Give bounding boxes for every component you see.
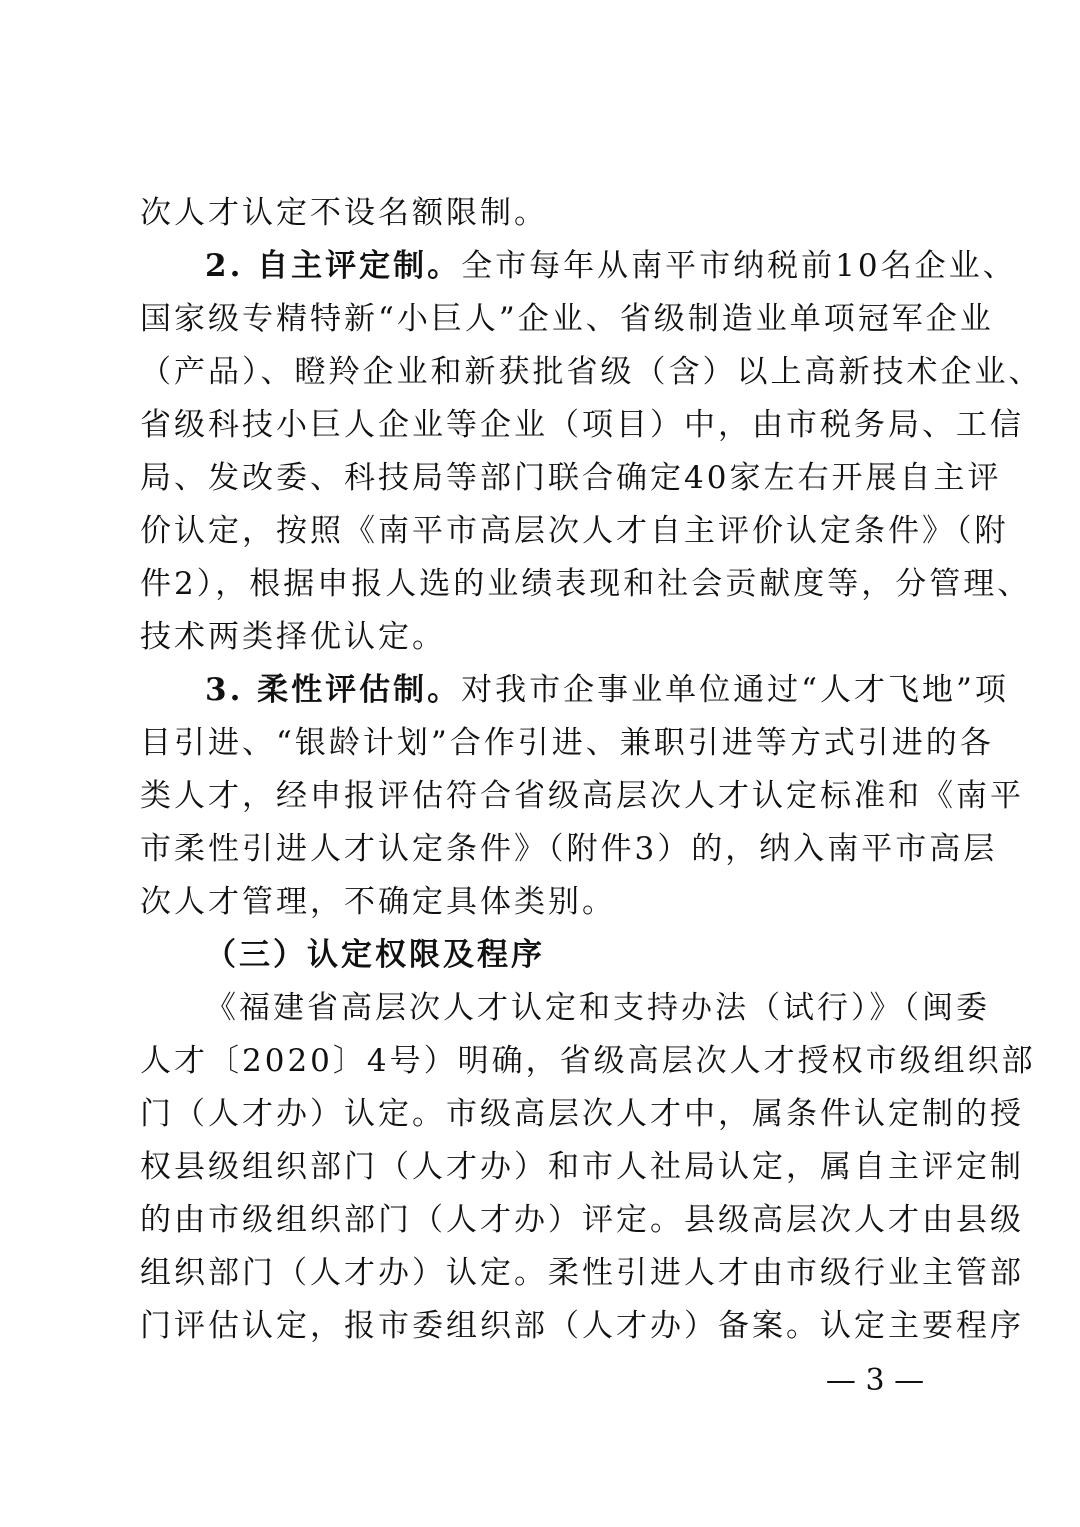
text-line: 局、发改委、科技局等部门联合确定40家左右开展自主评 <box>140 460 1002 496</box>
text-line: 价认定，按照《南平市高层次人才自主评价认定条件》（附 <box>140 513 1009 549</box>
subheading-3 <box>205 670 1009 710</box>
subheading-label: 3. 柔性评估制。 <box>205 672 462 708</box>
text-line: 技术两类择优认定。 <box>140 619 446 655</box>
text-line: 人才〔2020〕4号）明确，省级高层次人才授权市级组织部 <box>140 1043 1036 1079</box>
text-line: 《福建省高层次人才认定和支持办法（试行）》（闽委 <box>205 990 990 1026</box>
page-number: — 3 — <box>825 1363 925 1398</box>
text-line: 门（人才办）认定。市级高层次人才中，属条件认定制的授 <box>140 1096 1024 1132</box>
subheading-2 <box>205 246 1017 286</box>
text-line: 权县级组织部门（人才办）和市人社局认定，属自主评定制 <box>140 1149 1024 1185</box>
text-line: 市柔性引进人才认定条件》（附件3）的，纳入南平市高层 <box>140 831 998 867</box>
text-line: 国家级专精特新“小巨人”企业、省级制造业单项冠军企业 <box>140 301 994 337</box>
subheading-text: 全市每年从南平市纳税前10名企业、 <box>461 248 1017 284</box>
text-line: 次人才认定不设名额限制。 <box>140 195 548 231</box>
subheading-text: 对我市企事业单位通过“人才飞地”项 <box>461 672 1009 708</box>
text-line: 组织部门（人才办）认定。柔性引进人才由市级行业主管部 <box>140 1255 1024 1291</box>
text-line: 省级科技小巨人企业等企业（项目）中，由市税务局、工信 <box>140 407 1024 443</box>
text-line: 类人才，经申报评估符合省级高层次人才认定标准和《南平 <box>140 778 1024 814</box>
section-heading: （三）认定权限及程序 <box>205 937 545 973</box>
text-line: 件2），根据申报人选的业绩表现和社会贡献度等，分管理、 <box>140 566 1032 602</box>
text-line: （产品）、瞪羚企业和新获批省级（含）以上高新技术企业、 <box>140 354 1043 390</box>
text-line: 门评估认定，报市委组织部（人才办）备案。认定主要程序 <box>140 1308 1024 1344</box>
text-line: 的由市级组织部门（人才办）评定。县级高层次人才由县级 <box>140 1202 1024 1238</box>
subheading-label: 2. 自主评定制。 <box>205 248 462 284</box>
text-line: 次人才管理，不确定具体类别。 <box>140 884 616 920</box>
text-line: 目引进、“银龄计划”合作引进、兼职引进等方式引进的各 <box>140 725 994 761</box>
